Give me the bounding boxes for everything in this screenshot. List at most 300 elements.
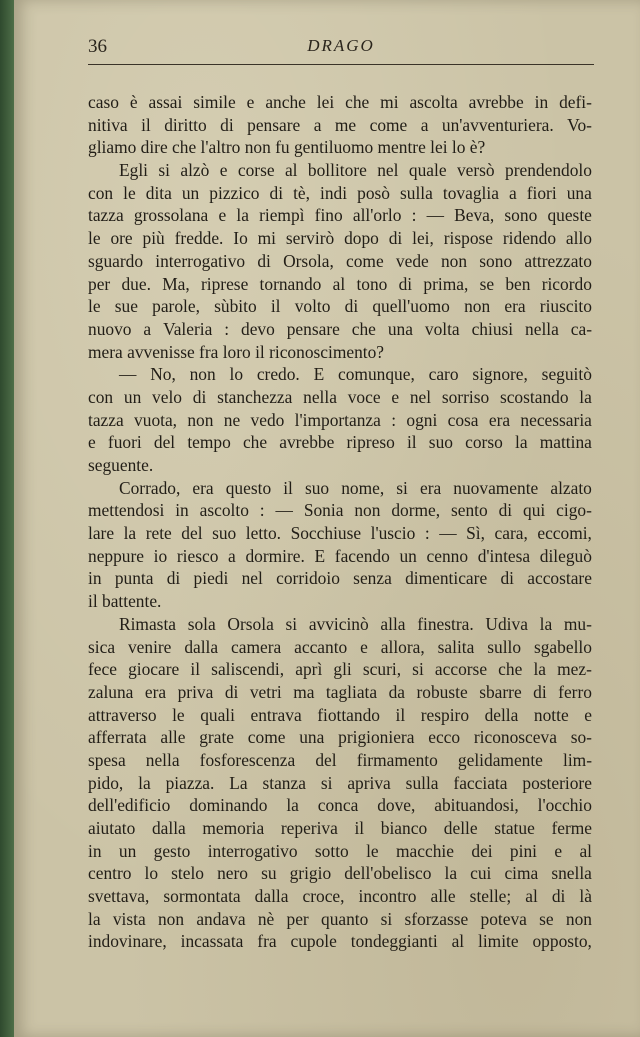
word: mi (380, 92, 399, 112)
word: il (190, 659, 201, 680)
word: di (344, 296, 359, 317)
word: sento (450, 500, 488, 521)
word: cara, (494, 523, 528, 544)
word: scostando (499, 386, 569, 407)
word: devo (241, 318, 275, 339)
word: in (175, 500, 189, 521)
word: vede (395, 250, 429, 271)
word: sormontata (163, 886, 241, 907)
word: il (283, 477, 293, 498)
word: incassata (180, 931, 244, 952)
word: dorme, (391, 500, 441, 521)
word: nel (377, 160, 399, 181)
word: che (351, 318, 376, 339)
book-binding-edge (0, 0, 14, 1037)
text-line (88, 431, 592, 454)
word: nero (217, 863, 248, 884)
word: come (369, 114, 408, 135)
word: a (420, 114, 429, 135)
text-line (88, 386, 592, 409)
word: No, (150, 364, 176, 385)
word: caro (428, 364, 459, 385)
word: e (246, 92, 255, 112)
word: indovinare, (88, 931, 167, 952)
word: della (484, 704, 519, 725)
word: per (286, 908, 309, 929)
word: centro (88, 863, 132, 884)
word: non (440, 250, 468, 271)
text-line (88, 817, 592, 840)
word: priva (177, 681, 214, 702)
word: con (88, 386, 114, 407)
word: e (88, 432, 96, 453)
word: cui (470, 863, 492, 884)
word: rispose (443, 228, 494, 249)
running-title: DRAGO (307, 36, 375, 55)
word: dalla (151, 818, 186, 838)
word: cigo- (556, 500, 592, 521)
word: mu- (563, 613, 592, 634)
word: nome, (341, 477, 385, 498)
word: nè (257, 908, 275, 929)
word: si (320, 772, 333, 793)
text-line (88, 250, 592, 273)
word: cupole (290, 931, 337, 952)
text-line (88, 908, 592, 931)
text-line (88, 726, 592, 749)
word: ascolto (199, 500, 249, 521)
word: letto. (245, 523, 282, 544)
page-number: 36 (88, 36, 107, 57)
word: dalla (254, 886, 289, 907)
word: sue (114, 296, 138, 317)
word: lei, (412, 228, 434, 249)
word: Io (233, 228, 248, 249)
word: cima (504, 863, 539, 884)
word: sullo (487, 636, 522, 657)
word: ne (223, 409, 241, 430)
word: quell'uomo (372, 296, 450, 317)
word: queste (547, 205, 592, 226)
word: fiori (526, 182, 557, 203)
word: andava (196, 908, 246, 929)
word: Corrado, (119, 477, 181, 498)
word: facendo (334, 545, 390, 566)
word: era (192, 477, 214, 498)
word: — (119, 364, 137, 385)
word: avrebbe (468, 92, 524, 112)
word: nitiva (88, 114, 128, 135)
word: pensare (286, 318, 340, 339)
word: se (479, 273, 495, 294)
word: versò (456, 160, 495, 181)
word: svettava, (88, 886, 150, 907)
word: indi (320, 182, 348, 203)
word: a (143, 318, 152, 339)
word: interrogativo (155, 250, 246, 271)
word: come (346, 250, 384, 271)
word: di (166, 568, 181, 589)
word: con (88, 182, 114, 203)
word: zaluna (88, 681, 134, 702)
text-line (88, 930, 592, 953)
word: — (426, 205, 444, 226)
word: sono (479, 250, 513, 271)
word: — (439, 523, 457, 544)
word: ca- (570, 318, 592, 339)
text-line (88, 749, 592, 772)
text-line (88, 794, 592, 817)
word: diritto (164, 114, 207, 135)
word: accostare (527, 568, 592, 589)
word: seguitò (541, 364, 592, 385)
word: l'occhio (537, 795, 592, 816)
text-line (88, 613, 592, 636)
word: di (398, 273, 413, 294)
word: e (554, 840, 563, 861)
word: come (247, 727, 286, 748)
word: per (88, 273, 111, 294)
word: alle (430, 886, 456, 907)
text-line: seguente. (88, 455, 154, 475)
word: del (153, 432, 176, 453)
word: stelo (171, 863, 204, 884)
word: ricordo (541, 273, 592, 294)
word: alzò (180, 160, 210, 181)
word: Rimasta (119, 613, 176, 634)
word: là (579, 886, 592, 907)
word: Ma, (162, 273, 190, 294)
text-line (88, 658, 592, 681)
word: nuovamente (453, 477, 539, 498)
word: nel (241, 568, 263, 589)
word: la (88, 908, 101, 929)
word: pensare (247, 114, 301, 135)
word: punta (114, 568, 154, 589)
word: il (141, 114, 151, 135)
word: limite (478, 931, 519, 952)
word: allora, (380, 636, 425, 657)
word: statue (494, 818, 535, 838)
word: suo (212, 523, 237, 544)
word: ferme (551, 818, 592, 838)
word: vetri (249, 681, 282, 702)
word: croce, (302, 886, 345, 907)
word: corse (237, 160, 275, 181)
text-line (88, 318, 592, 341)
word: giocare (128, 659, 180, 680)
word: d'intesa (477, 545, 531, 566)
word: una (387, 318, 413, 339)
word: delle (443, 818, 478, 838)
word: dormire. (245, 545, 305, 566)
word: defi- (559, 92, 592, 112)
word: apriva (347, 772, 391, 793)
word: respiro (420, 704, 470, 725)
word: gelidamente (457, 749, 543, 770)
word: facciata (453, 772, 508, 793)
word: la (236, 205, 249, 226)
word: chiusi (471, 318, 514, 339)
word: pizzico (209, 182, 260, 203)
word: a (313, 114, 322, 135)
word: al (579, 840, 592, 861)
word: l'uscio (370, 523, 416, 544)
word: riconosceva (473, 727, 557, 748)
word: qui (523, 500, 546, 521)
word: dita (145, 182, 172, 203)
word: camera (231, 636, 282, 657)
word: di (388, 228, 403, 249)
word: tono (356, 273, 388, 294)
word: nella (145, 749, 180, 770)
word: bollitore (307, 160, 367, 181)
word: e (360, 636, 368, 657)
word: sorriso (441, 386, 490, 407)
word: — (275, 500, 293, 521)
word: non (157, 908, 185, 929)
word: accorse (434, 659, 488, 680)
word: è (129, 92, 138, 112)
word: di (257, 250, 271, 271)
word: nel (409, 386, 432, 407)
word: corridoio (276, 568, 340, 589)
text-line (88, 204, 592, 227)
word: saliscendi, (211, 659, 285, 680)
word: in (88, 840, 102, 861)
word: sforzasse (404, 908, 469, 929)
word: vista (112, 908, 146, 929)
word: fra (257, 931, 277, 952)
word: salita (437, 636, 475, 657)
word: piazza. (165, 772, 215, 793)
word: stanchezza (217, 386, 293, 407)
word: non (189, 364, 216, 385)
text-line (88, 477, 592, 500)
word: nuovo (88, 318, 132, 339)
word: Valeria (163, 318, 213, 339)
word: stelle; (469, 886, 512, 907)
word: a (228, 545, 236, 566)
word: allo (565, 228, 592, 249)
word: si (396, 477, 408, 498)
word: una (566, 182, 592, 203)
word: sola (187, 613, 216, 634)
word: scuri, (362, 659, 402, 680)
word: la (514, 432, 528, 453)
word: era (488, 409, 511, 430)
word: tornando (259, 273, 322, 294)
word: dei (471, 840, 493, 861)
word: piedi (193, 568, 229, 589)
text-line: gliamo dire che l'altro non fu gentiluomo mentre lei lo è? (88, 137, 486, 158)
word: di (498, 500, 513, 521)
word: tazza (88, 205, 124, 226)
word: aiutato (88, 818, 136, 838)
word: e (391, 386, 400, 407)
word: avrebbe (279, 432, 335, 453)
word: suo (428, 432, 453, 453)
word: che (498, 659, 523, 680)
word: alla (380, 613, 406, 634)
word: un (181, 182, 200, 203)
word: non (187, 409, 214, 430)
word: macchie (396, 840, 454, 861)
word: Socchiuse (290, 523, 362, 544)
word: dimenticare (405, 568, 488, 589)
word: sica (88, 636, 116, 657)
word: interrogativo (207, 840, 298, 861)
word: Udiva (485, 613, 528, 634)
word: di (551, 886, 566, 907)
word: corso (465, 432, 503, 453)
word: La (229, 772, 248, 793)
word: un (123, 386, 142, 407)
word: sotto (314, 840, 349, 861)
word: fece (88, 659, 117, 680)
word: tagliata (325, 681, 378, 702)
text-line (88, 409, 592, 432)
word: entrava (250, 704, 302, 725)
word: spesa (88, 749, 126, 770)
word: grossolana (133, 205, 209, 226)
text-line (88, 567, 592, 590)
word: io (153, 545, 168, 566)
word: pini (509, 840, 537, 861)
word: un (399, 545, 417, 566)
word: di (533, 681, 547, 702)
word: incontro (358, 886, 417, 907)
word: poteva (480, 908, 527, 929)
word: afferrata (88, 727, 147, 748)
word: so- (570, 727, 592, 748)
word: notte (533, 704, 569, 725)
word: in (534, 92, 549, 112)
word: tovaglia (442, 182, 499, 203)
word: più (142, 228, 165, 249)
text-line (88, 840, 592, 863)
word: dileguò (539, 545, 592, 566)
word: Sonia (303, 500, 344, 521)
word: ferro (558, 681, 592, 702)
text-line (88, 363, 592, 386)
word: al (525, 886, 538, 907)
word: al (284, 160, 298, 181)
text-line (88, 114, 592, 137)
word: pido, (88, 772, 124, 793)
word: ascolta (409, 92, 458, 112)
word: grigio (289, 863, 332, 884)
word: firmamento (356, 749, 438, 770)
word: la (138, 772, 151, 793)
word: e (584, 704, 592, 725)
word: le (366, 840, 379, 861)
word: senza (353, 568, 392, 589)
word: fuori (107, 432, 142, 453)
word: memoria (202, 818, 265, 838)
word: ore (110, 228, 133, 249)
word: ecco (428, 727, 461, 748)
word: Beva, (454, 205, 495, 226)
word: non (464, 296, 491, 317)
word: la (444, 863, 458, 884)
word: sulla (405, 772, 439, 793)
word: dominando (189, 795, 268, 816)
word: opposto, (532, 931, 592, 952)
word: tondeggianti (350, 931, 438, 952)
word: prigioniera (338, 727, 415, 748)
word: quale (408, 160, 447, 181)
word: di (192, 386, 207, 407)
word: E (314, 545, 326, 566)
word: all'orlo (352, 205, 402, 226)
word: dove, (377, 795, 416, 816)
text-line (88, 862, 592, 885)
word: il (395, 704, 406, 725)
word: ogni (406, 409, 438, 430)
text-line (88, 499, 592, 522)
word: alle (160, 727, 186, 748)
word: fino (314, 205, 343, 226)
word: attraverso (88, 704, 157, 725)
text-line (88, 885, 592, 908)
word: : (259, 500, 265, 521)
text-line (88, 772, 592, 795)
word: velo (152, 386, 182, 407)
page-header (88, 34, 594, 65)
word: ripreso (346, 432, 395, 453)
word: dell'edificio (88, 795, 171, 816)
word: tempo (187, 432, 231, 453)
word: si (380, 908, 393, 929)
word: a (508, 182, 517, 203)
word: il (354, 818, 365, 838)
word: nella (303, 386, 337, 407)
word: che (242, 432, 268, 453)
word: Vo- (567, 114, 592, 135)
text-line (88, 227, 592, 250)
word: del (181, 523, 203, 544)
word: gli (333, 659, 352, 680)
word: era (504, 296, 526, 317)
word: vuota, (134, 409, 178, 430)
word: dalla (184, 636, 219, 657)
word: un (118, 840, 137, 861)
word: cenno (426, 545, 469, 566)
word: era (144, 681, 167, 702)
word: cosa (447, 409, 479, 430)
word: mettendosi (88, 500, 165, 521)
word: il (270, 296, 281, 317)
word: sono (504, 205, 538, 226)
word: due. (121, 273, 151, 294)
word: mi (257, 228, 277, 249)
word: anche (265, 92, 306, 112)
word: servirò (285, 228, 335, 249)
word: sbarre (479, 681, 522, 702)
word: le (123, 182, 136, 203)
word: fredde. (174, 228, 224, 249)
word: lim- (563, 749, 592, 770)
word: : (224, 318, 230, 339)
word: fosforescenza (199, 749, 296, 770)
word: di (224, 681, 239, 702)
word: dell'obelisco (344, 863, 432, 884)
word: lo (229, 364, 244, 385)
word: in (88, 568, 102, 589)
word: nella (525, 318, 559, 339)
word: finestra. (417, 613, 474, 634)
